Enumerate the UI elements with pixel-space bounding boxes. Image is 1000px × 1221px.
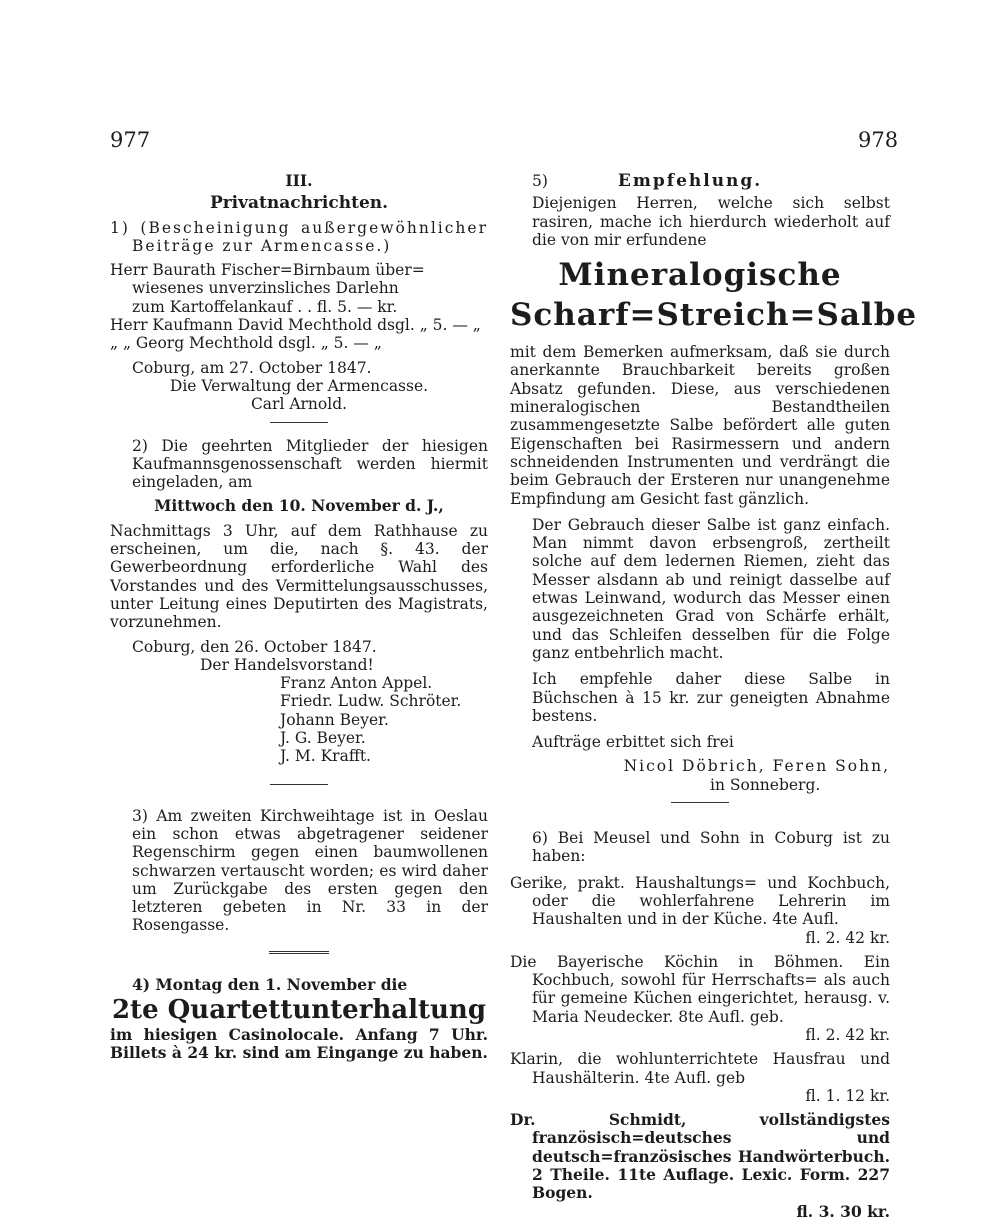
notice-2-date: Coburg, den 26. October 1847. bbox=[132, 637, 377, 656]
notice-1-signature: Carl Arnold. bbox=[250, 395, 348, 414]
notice-5-text: Aufträge erbittet sich frei bbox=[532, 733, 734, 752]
notice-5-header bbox=[510, 172, 890, 190]
signature-name: Franz Anton Appel. bbox=[280, 674, 433, 693]
product-name-line2: Scharf=Streich=Salbe bbox=[510, 297, 918, 334]
notice-5-number: 5) bbox=[532, 172, 548, 190]
book-entry bbox=[510, 1050, 890, 1105]
book-price: fl. 3. 30 kr. bbox=[796, 1201, 890, 1221]
notice-5-title: Empfehlung. bbox=[617, 171, 763, 191]
notice-1-line: wiesenes unverzinsliches Darlehn bbox=[132, 279, 399, 298]
notice-2-org: Der Handelsvorstand! bbox=[200, 655, 374, 674]
book-entry bbox=[510, 874, 890, 947]
notice-4-text: im hiesigen Casinolocale. Anfang 7 Uhr. Billets à 24 kr. sind am Eingange zu haben. bbox=[110, 1024, 488, 1063]
notice-5-place: in Sonneberg. bbox=[710, 775, 821, 794]
section-title: Privatnachrichten. bbox=[209, 193, 389, 214]
signature-name: Johann Beyer. bbox=[280, 710, 389, 729]
book-entry bbox=[510, 953, 890, 1044]
page-number-right: 978 bbox=[858, 128, 899, 152]
section-number: III. bbox=[285, 171, 313, 190]
notice-2-date-line: Mittwoch den 10. November d. J., bbox=[154, 496, 444, 516]
notice-5-text: Ich empfehle daher diese Salbe in Büchschen à 15 kr. zur geneigten Abnahme bestens. bbox=[532, 670, 890, 725]
book-price: fl. 2. 42 kr. bbox=[805, 1025, 890, 1044]
divider bbox=[270, 784, 328, 785]
notice-1-date: Coburg, am 27. October 1847. bbox=[132, 358, 372, 377]
notice-5-text: Der Gebrauch dieser Salbe ist ganz einfach. Man nimmt davon erbsengroß, zertheilt solche auf dem ledernen Riemen, zieht das Messer alsdann ab und reinigt dasselbe auf etwas Leinwand, wodurch das Messer einen ausgezeichneten Grad von Schärfe erhält, und das Schleifen desselben für die Folge ganz entbehrlich macht. bbox=[532, 515, 890, 662]
notice-5-signature: Nicol Döbrich, Feren Sohn, bbox=[623, 757, 890, 776]
notice-1-line: „ „ Georg Mechthold dsgl. „ 5. — „ bbox=[110, 334, 382, 353]
notice-1-line: Herr Baurath Fischer=Birnbaum über= bbox=[110, 261, 425, 280]
page-number-left: 977 bbox=[110, 128, 151, 152]
notice-4-line: 4) Montag den 1. November die bbox=[132, 974, 408, 994]
left-column bbox=[110, 172, 488, 1063]
notice-2-text: 2) Die geehrten Mitglieder der hiesigen Kaufmannsgenossenschaft werden hiermit eingeladen, am bbox=[132, 436, 488, 492]
notice-5-text: mit dem Bemerken aufmerksam, daß sie durch anerkannte Brauchbarkeit bereits großen Absatz gefunden. Diese, aus verschiedenen mineralogischen Bestandtheilen zusammengesetzte Salbe befördert alle guten Eigenschaften bei Rasirmessern und andern schneidenden Instrumenten und verdrängt die beim Gebrauch der Ersteren nur unangenehme Empfindung am Gesicht fast gänzlich. bbox=[510, 343, 890, 508]
notice-4-headline: 2te Quartettunterhaltung bbox=[111, 994, 487, 1025]
product-name-line1: Mineralogische bbox=[558, 257, 842, 294]
book-entry bbox=[510, 1111, 890, 1221]
notice-6-intro: 6) Bei Meusel und Sohn in Coburg ist zu haben: bbox=[532, 829, 890, 866]
book-text: Die Bayerische Köchin in Böhmen. Ein Kochbuch, sowohl für Herrschafts= als auch für gemeine Küchen eingerichtet, herausg. v. Maria Neudecker. 8te Aufl. geb. bbox=[510, 952, 890, 1026]
signature-name: J. M. Krafft. bbox=[280, 747, 371, 766]
notice-3-text: 3) Am zweiten Kirchweihtage ist in Oeslau ein schon etwas abgetragener seidener Regenschirm gegen einen baumwollenen schwarzen vertauscht worden; es wird daher um Zurückgabe des ersten gegen den letzteren gebeten in Nr. 33 in der Rosengasse. bbox=[132, 806, 488, 935]
notice-1-title: 1) (Bescheinigung außergewöhnlicher Beiträge zur Armencasse.) bbox=[110, 218, 488, 255]
book-text: Klarin, die wohlunterrichtete Hausfrau und Haushälterin. 4te Aufl. geb bbox=[510, 1050, 890, 1087]
notice-1-org: Die Verwaltung der Armencasse. bbox=[169, 376, 429, 395]
book-price: fl. 1. 12 kr. bbox=[805, 1086, 890, 1105]
book-list bbox=[510, 874, 890, 1221]
divider bbox=[671, 802, 729, 803]
signature-name: Friedr. Ludw. Schröter. bbox=[280, 692, 462, 711]
notice-5-intro: Diejenigen Herren, welche sich selbst rasiren, mache ich hierdurch wiederholt auf die von mir erfundene bbox=[532, 194, 890, 249]
divider bbox=[269, 951, 329, 954]
signature-name: J. G. Beyer. bbox=[280, 729, 366, 748]
book-text: Dr. Schmidt, vollständigstes französisch=deutsches und deutsch=französisches Handwörterbuch. 2 Theile. 11te Auflage. Lexic. Form. 227 Bogen. bbox=[510, 1110, 890, 1203]
notice-2-text: Nachmittags 3 Uhr, auf dem Rathhause zu erscheinen, um die, nach §. 43. der Gewerbeordnung erforderliche Wahl des Vorstandes und des Vermittelungsausschusses, unter Leitung eines Deputirten des Magistrats, vorzunehmen. bbox=[110, 521, 488, 632]
book-text: Gerike, prakt. Haushaltungs= und Kochbuch, oder die wohlerfahrene Lehrerin im Haushalten und in der Küche. 4te Aufl. bbox=[510, 873, 890, 929]
right-column bbox=[510, 171, 918, 1221]
book-price: fl. 2. 42 kr. bbox=[805, 928, 890, 947]
notice-1-line: zum Kartoffelankauf . . fl. 5. — kr. bbox=[132, 297, 398, 316]
divider bbox=[270, 422, 328, 423]
notice-2-signatures bbox=[110, 674, 488, 765]
notice-1-line: Herr Kaufmann David Mechthold dsgl. „ 5. — „ bbox=[110, 316, 481, 335]
